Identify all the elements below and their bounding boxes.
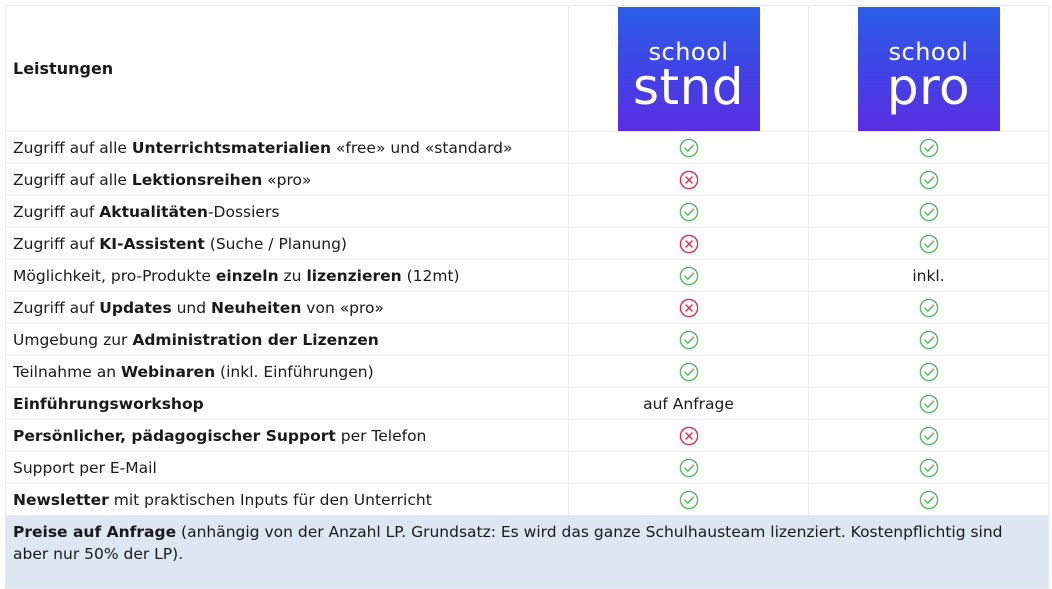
feature-pro-cell: [809, 484, 1049, 516]
cross-circle-icon: [679, 234, 699, 254]
feature-label-bold: einzeln: [215, 266, 279, 285]
check-circle-icon: [679, 266, 699, 286]
feature-row: [6, 292, 1049, 324]
feature-row: [6, 228, 1049, 260]
feature-row: [6, 484, 1049, 516]
feature-label: [6, 292, 569, 324]
feature-label-text: Zugriff auf alle: [13, 138, 132, 157]
feature-label-text: «free» und «standard»: [330, 138, 513, 157]
feature-label: [6, 260, 569, 292]
feature-label-bold: Newsletter: [13, 490, 109, 509]
header-logo-cell-stnd: [569, 6, 809, 132]
check-circle-icon: [919, 330, 939, 350]
feature-label-text: Teilnahme an: [13, 362, 121, 381]
feature-label-bold: Unterrichtsmaterialien: [131, 138, 331, 157]
feature-label-bold: Updates: [99, 298, 172, 317]
feature-stnd-cell: [569, 420, 809, 452]
feature-stnd-cell: [569, 196, 809, 228]
feature-label-text: Zugriff auf: [13, 298, 100, 317]
feature-row: [6, 260, 1049, 292]
feature-row: [6, 452, 1049, 484]
feature-label-bold: Lektionsreihen: [131, 170, 263, 189]
check-circle-icon: [919, 426, 939, 446]
feature-row: [6, 132, 1049, 164]
feature-label-text: (inkl. Einführungen): [215, 362, 374, 381]
comparison-table-wrapper: [5, 5, 1047, 589]
feature-label: [6, 324, 569, 356]
feature-label: [6, 196, 569, 228]
feature-label: [6, 164, 569, 196]
check-circle-icon: [679, 138, 699, 158]
check-circle-icon: [679, 330, 699, 350]
check-circle-icon: [919, 362, 939, 382]
feature-label-text: -Dossiers: [207, 202, 280, 221]
check-circle-icon: [919, 490, 939, 510]
check-circle-icon: [919, 298, 939, 318]
feature-stnd-cell: [569, 388, 809, 420]
check-circle-icon: [679, 490, 699, 510]
feature-label-text: «pro»: [262, 170, 312, 189]
check-circle-icon: [919, 170, 939, 190]
check-circle-icon: [679, 458, 699, 478]
cross-circle-icon: [679, 298, 699, 318]
feature-label-text: (12mt): [401, 266, 460, 285]
feature-stnd-cell: [569, 484, 809, 516]
check-circle-icon: [679, 362, 699, 382]
feature-row: [6, 324, 1049, 356]
feature-pro-cell: [809, 260, 1049, 292]
feature-stnd-cell: [569, 164, 809, 196]
feature-label-text: Umgebung zur: [13, 330, 133, 349]
feature-pro-cell: [809, 292, 1049, 324]
pricing-note: [6, 516, 1049, 589]
feature-label: [6, 452, 569, 484]
feature-label: [6, 420, 569, 452]
comparison-table: [5, 5, 1049, 589]
feature-label-text: Zugriff auf: [13, 202, 100, 221]
feature-label-bold: Einführungsworkshop: [13, 394, 204, 413]
feature-label: [6, 484, 569, 516]
header-label-cell: [6, 6, 569, 132]
feature-label: [6, 228, 569, 260]
check-circle-icon: [679, 202, 699, 222]
logo-line1: school: [888, 37, 969, 66]
check-circle-icon: [919, 202, 939, 222]
feature-stnd-cell: [569, 292, 809, 324]
feature-label-text: Möglichkeit, pro-Produkte: [13, 266, 216, 285]
feature-label-bold: KI-Assistent: [99, 234, 205, 253]
pricing-note-text: (anhängig von der Anzahl LP. Grundsatz: Es wird das ganze Schulhausteam lizenziert. Kostenpflichtig sind aber nur 50% der LP).: [13, 523, 1003, 563]
feature-label-bold: Aktualitäten: [99, 202, 208, 221]
cross-circle-icon: [679, 426, 699, 446]
feature-stnd-cell: [569, 324, 809, 356]
feature-pro-cell: [809, 452, 1049, 484]
feature-label-text: mit praktischen Inputs für den Unterricht: [108, 490, 432, 509]
feature-stnd-cell: [569, 260, 809, 292]
feature-stnd-cell: [569, 228, 809, 260]
check-circle-icon: [919, 394, 939, 414]
feature-stnd-cell: [569, 452, 809, 484]
feature-stnd-cell: [569, 356, 809, 388]
feature-row: [6, 196, 1049, 228]
feature-stnd-cell: [569, 132, 809, 164]
feature-label-bold: Webinaren: [120, 362, 216, 381]
header-label: Leistungen: [13, 59, 114, 78]
logo-line1: school: [648, 37, 729, 66]
feature-label-text: Support per E-Mail: [13, 458, 157, 477]
feature-pro-cell: [809, 356, 1049, 388]
feature-row: [6, 388, 1049, 420]
cross-circle-icon: [679, 170, 699, 190]
feature-label-text: (Suche / Planung): [204, 234, 347, 253]
feature-pro-cell: [809, 420, 1049, 452]
feature-pro-cell: [809, 132, 1049, 164]
feature-label: [6, 132, 569, 164]
feature-row: [6, 420, 1049, 452]
logo-line2: stnd: [632, 57, 745, 116]
feature-pro-cell: [809, 196, 1049, 228]
feature-row: [6, 356, 1049, 388]
feature-pro-value: inkl.: [912, 266, 945, 285]
logo-line2: pro: [886, 57, 971, 116]
feature-label-text: per Telefon: [335, 426, 427, 445]
check-circle-icon: [919, 138, 939, 158]
feature-label-bold: lizenzieren: [306, 266, 402, 285]
check-circle-icon: [919, 234, 939, 254]
feature-label-text: von «pro»: [301, 298, 385, 317]
feature-label-text: und: [171, 298, 212, 317]
feature-label-bold: Administration der Lizenzen: [132, 330, 379, 349]
feature-pro-cell: [809, 324, 1049, 356]
feature-label-text: Zugriff auf alle: [13, 170, 132, 189]
feature-label-bold: Neuheiten: [211, 298, 302, 317]
feature-row: [6, 164, 1049, 196]
feature-label-bold: Persönlicher, pädagogischer Support: [13, 426, 336, 445]
pricing-note-bold: Preise auf Anfrage: [13, 523, 177, 541]
feature-pro-cell: [809, 164, 1049, 196]
feature-pro-cell: [809, 228, 1049, 260]
feature-pro-cell: [809, 388, 1049, 420]
footer-row: [6, 516, 1049, 589]
check-circle-icon: [919, 458, 939, 478]
feature-stnd-value: auf Anfrage: [643, 394, 734, 413]
header-logo-cell-pro: [809, 6, 1049, 132]
feature-label-text: Zugriff auf: [13, 234, 100, 253]
feature-label: [6, 388, 569, 420]
feature-label: [6, 356, 569, 388]
header-row: [6, 6, 1049, 132]
feature-label-text: zu: [278, 266, 307, 285]
school-stnd-logo: [618, 7, 760, 131]
school-pro-logo: [858, 7, 1000, 131]
